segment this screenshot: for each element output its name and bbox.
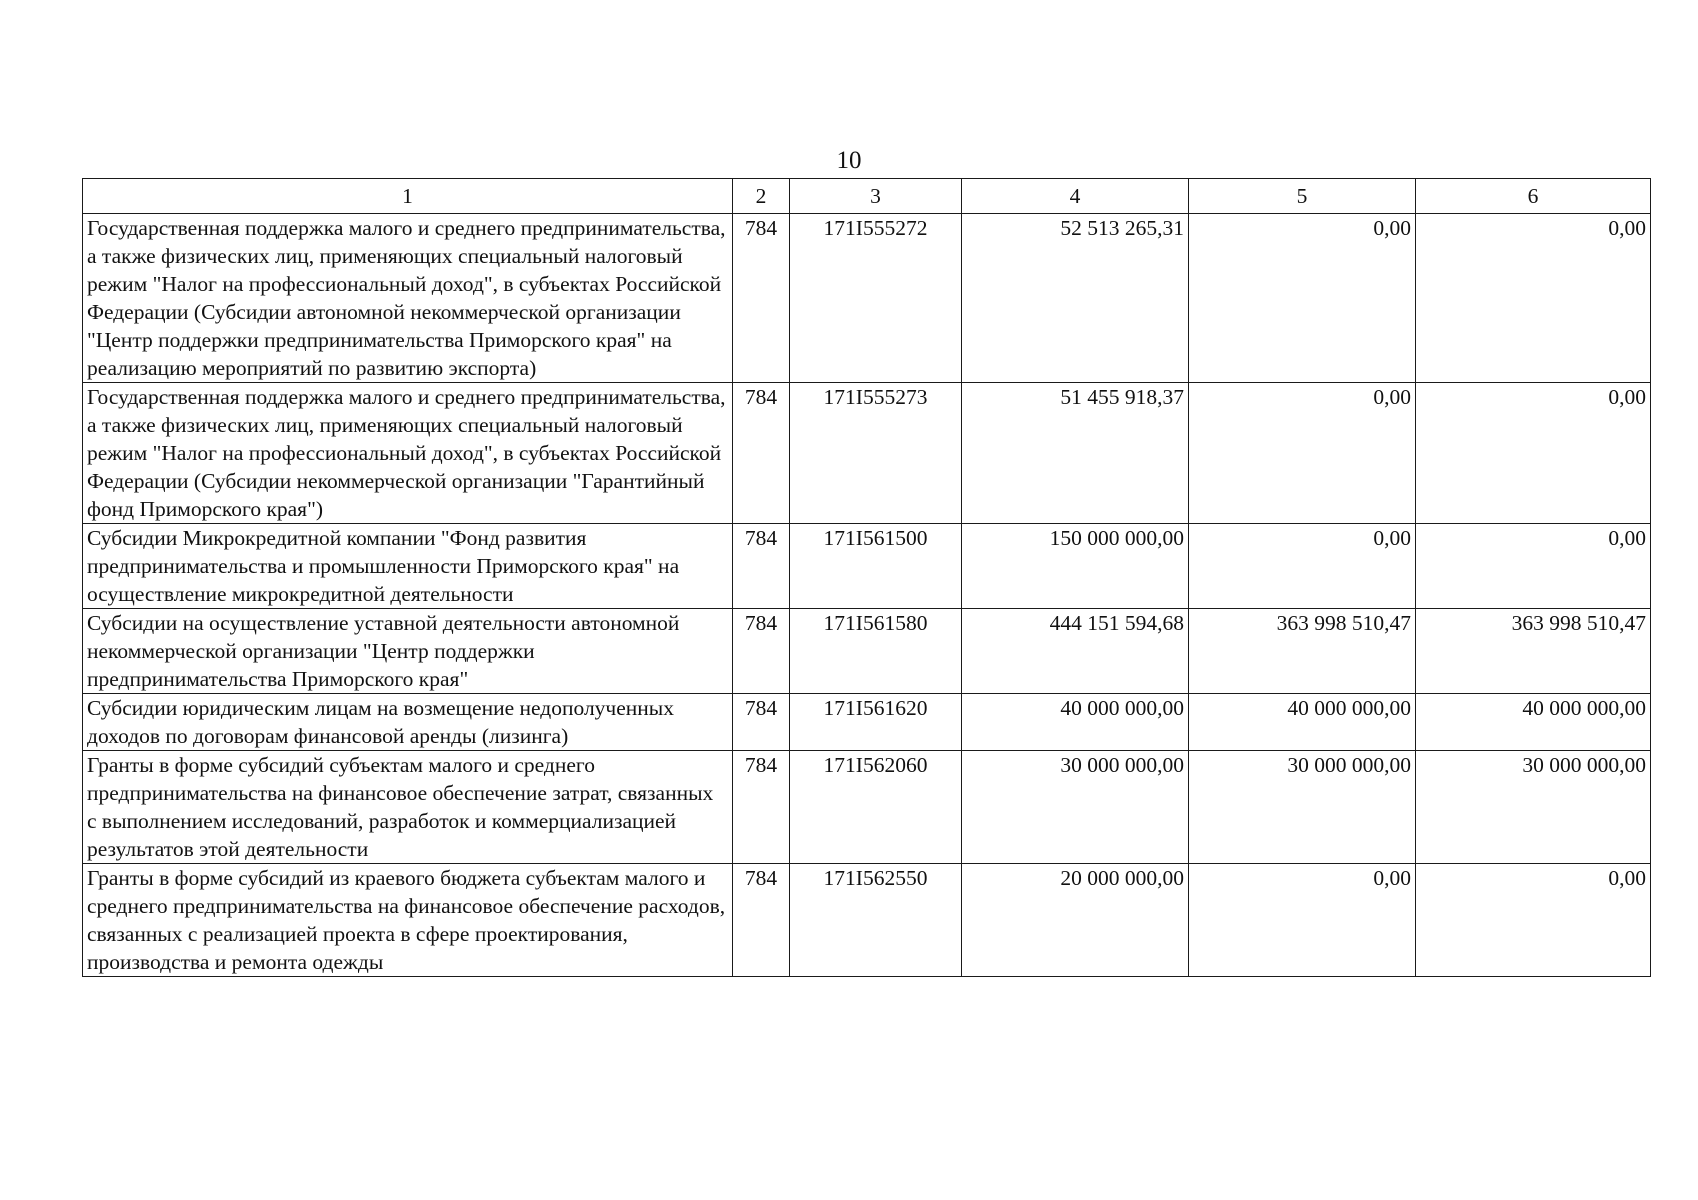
row-value-col5: 0,00: [1189, 524, 1416, 609]
row-value-col4: 150 000 000,00: [962, 524, 1189, 609]
table-row: [83, 751, 1651, 864]
row-value-col4: 52 513 265,31: [962, 214, 1189, 383]
row-value-col5: 0,00: [1189, 864, 1416, 977]
row-target-code: 171I561580: [790, 609, 962, 694]
row-name: Государственная поддержка малого и среднего предпринимательства, а также физических лиц, применяющих специальный налоговый режим "Налог на профессиональный доход", в субъектах Российской Федерации (Субсидии автономной некоммерческой организации "Центр поддержки предпринимательства Приморского края" на реализацию мероприятий по развитию экспорта): [83, 214, 733, 383]
column-header-2: 2: [733, 179, 790, 214]
budget-table: [82, 178, 1651, 977]
row-value-col4: 40 000 000,00: [962, 694, 1189, 751]
row-target-code: 171I561620: [790, 694, 962, 751]
row-target-code: 171I555272: [790, 214, 962, 383]
row-ministry-code: 784: [733, 214, 790, 383]
row-name: Гранты в форме субсидий субъектам малого и среднего предпринимательства на финансовое обеспечение затрат, связанных с выполнением исследований, разработок и коммерциализацией результатов этой деятельности: [83, 751, 733, 864]
row-value-col5: 40 000 000,00: [1189, 694, 1416, 751]
row-ministry-code: 784: [733, 524, 790, 609]
page-number: 10: [836, 147, 862, 174]
row-value-col5: 0,00: [1189, 383, 1416, 524]
row-value-col5: 363 998 510,47: [1189, 609, 1416, 694]
row-value-col4: 30 000 000,00: [962, 751, 1189, 864]
row-name: Субсидии на осуществление уставной деятельности автономной некоммерческой организации "Центр поддержки предпринимательства Приморского края": [83, 609, 733, 694]
row-name: Субсидии юридическим лицам на возмещение недополученных доходов по договорам финансовой аренды (лизинга): [83, 694, 733, 751]
row-name: Гранты в форме субсидий из краевого бюджета субъектам малого и среднего предпринимательства на финансовое обеспечение расходов, связанных с реализацией проекта в сфере проектирования, производства и ремонта одежды: [83, 864, 733, 977]
table-row: [83, 383, 1651, 524]
row-ministry-code: 784: [733, 694, 790, 751]
row-value-col4: 51 455 918,37: [962, 383, 1189, 524]
row-ministry-code: 784: [733, 751, 790, 864]
table-row: [83, 609, 1651, 694]
row-target-code: 171I562550: [790, 864, 962, 977]
row-target-code: 171I562060: [790, 751, 962, 864]
row-value-col6: 30 000 000,00: [1416, 751, 1651, 864]
row-value-col5: 30 000 000,00: [1189, 751, 1416, 864]
row-value-col4: 444 151 594,68: [962, 609, 1189, 694]
table-header-row: [83, 179, 1651, 214]
column-header-3: 3: [790, 179, 962, 214]
row-name: Государственная поддержка малого и среднего предпринимательства, а также физических лиц, применяющих специальный налоговый режим "Налог на профессиональный доход", в субъектах Российской Федерации (Субсидии некоммерческой организации "Гарантийный фонд Приморского края"): [83, 383, 733, 524]
row-target-code: 171I561500: [790, 524, 962, 609]
column-header-5: 5: [1189, 179, 1416, 214]
table-row: [83, 214, 1651, 383]
column-header-6: 6: [1416, 179, 1651, 214]
column-header-1: 1: [83, 179, 733, 214]
row-value-col6: 0,00: [1416, 383, 1651, 524]
row-value-col6: 40 000 000,00: [1416, 694, 1651, 751]
table-row: [83, 524, 1651, 609]
row-name: Субсидии Микрокредитной компании "Фонд развития предпринимательства и промышленности Приморского края" на осуществление микрокредитной деятельности: [83, 524, 733, 609]
row-value-col6: 363 998 510,47: [1416, 609, 1651, 694]
row-value-col6: 0,00: [1416, 214, 1651, 383]
row-ministry-code: 784: [733, 609, 790, 694]
row-value-col4: 20 000 000,00: [962, 864, 1189, 977]
table-row: [83, 864, 1651, 977]
row-ministry-code: 784: [733, 383, 790, 524]
row-value-col6: 0,00: [1416, 524, 1651, 609]
table-row: [83, 694, 1651, 751]
column-header-4: 4: [962, 179, 1189, 214]
row-target-code: 171I555273: [790, 383, 962, 524]
row-value-col5: 0,00: [1189, 214, 1416, 383]
row-ministry-code: 784: [733, 864, 790, 977]
row-value-col6: 0,00: [1416, 864, 1651, 977]
